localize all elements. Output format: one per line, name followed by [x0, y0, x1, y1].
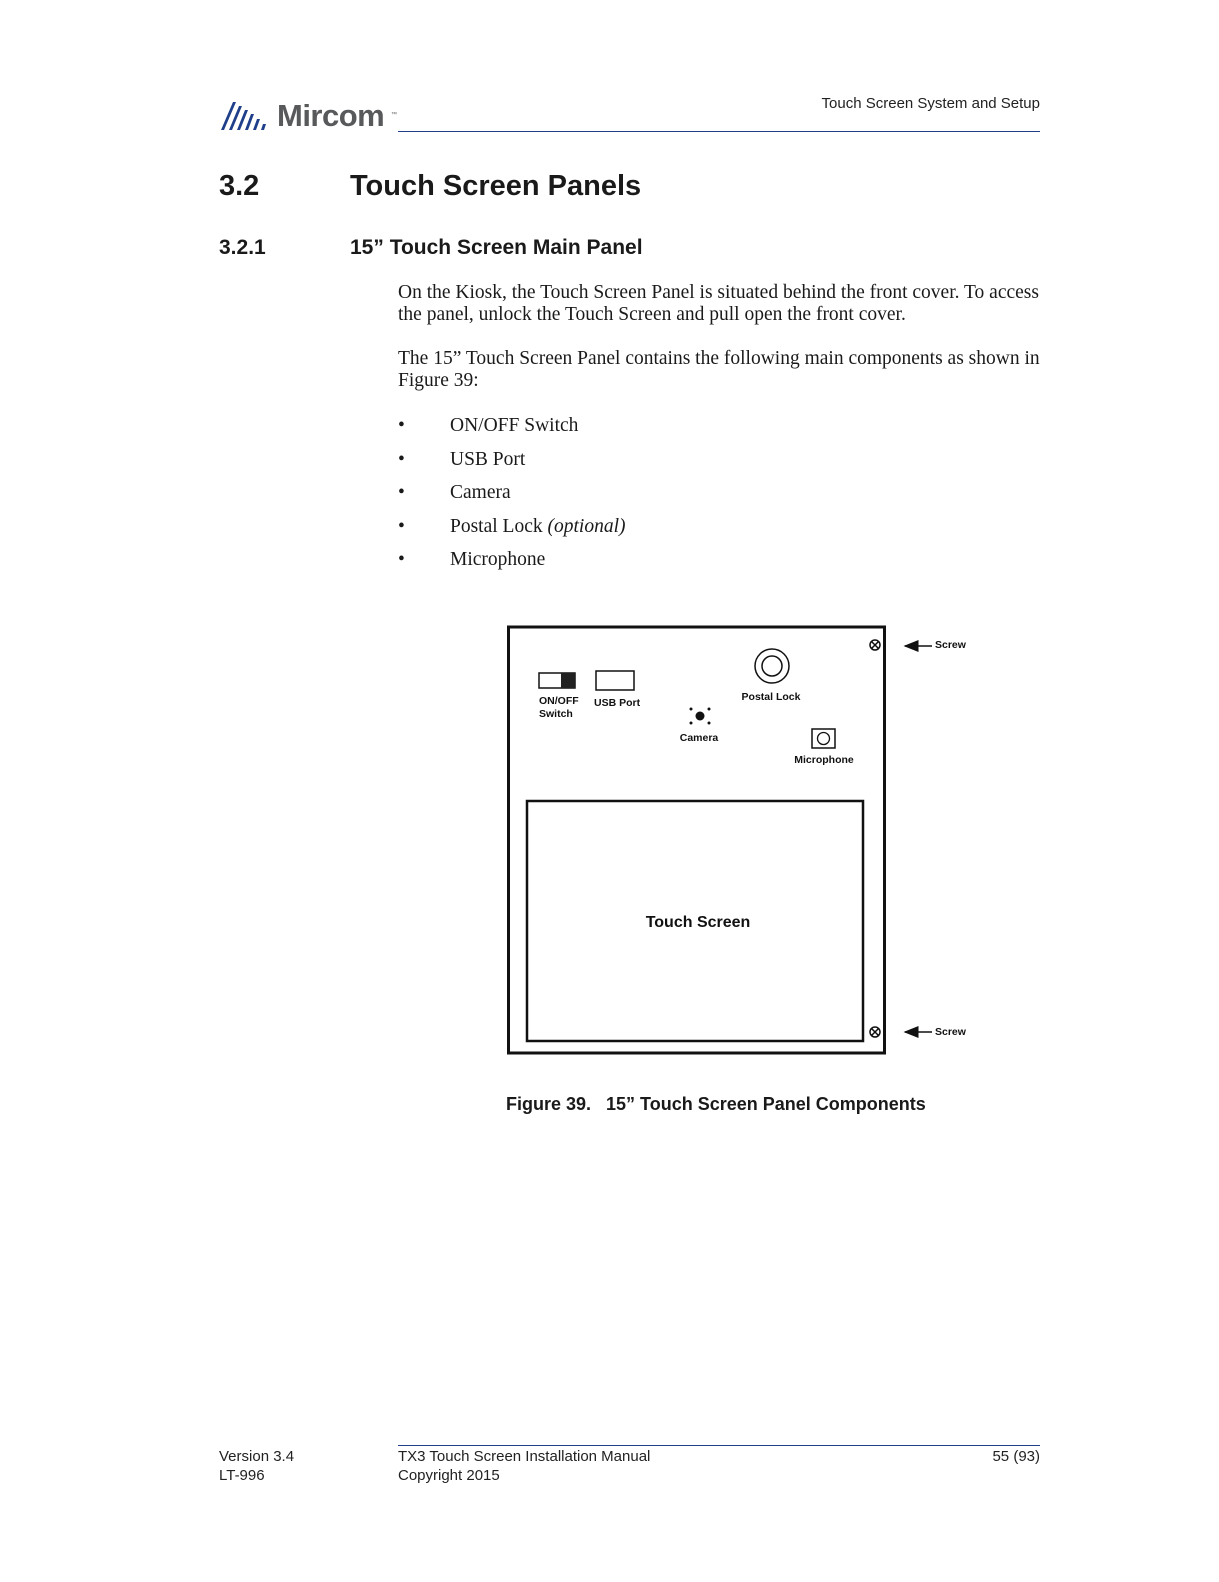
list-item-text: ON/OFF Switch: [450, 415, 579, 436]
footer-doc-id: LT-996: [219, 1467, 265, 1484]
bullet-icon: •: [398, 448, 405, 470]
mircom-logo: [219, 98, 399, 134]
header-rule: [398, 131, 1040, 132]
footer-manual-title: TX3 Touch Screen Installation Manual: [398, 1448, 651, 1465]
running-header-title: Touch Screen System and Setup: [821, 95, 1040, 112]
optional-note: (optional): [547, 515, 626, 537]
screw-top-label: Screw: [935, 639, 966, 651]
postal-lock-icon: [755, 649, 789, 683]
list-item-text: USB Port: [450, 448, 526, 470]
section-number: 3.2: [219, 170, 260, 202]
paragraph-components-intro: The 15” Touch Screen Panel contains the following main components as shown in Figure 39:: [398, 348, 1040, 391]
screw-bottom-label: Screw: [935, 1026, 966, 1038]
screw-bottom-icon: [870, 1027, 880, 1037]
bullet-icon: •: [398, 415, 405, 436]
subsection-title: 15” Touch Screen Main Panel: [350, 236, 643, 259]
list-item-text: Microphone: [450, 549, 546, 571]
switch-label-line2: Switch: [539, 708, 573, 720]
section-title: Touch Screen Panels: [350, 170, 642, 202]
postal-lock-label: Postal Lock: [741, 691, 801, 703]
footer-version: Version 3.4: [219, 1448, 295, 1465]
on-off-switch-icon: [539, 673, 575, 688]
switch-label-line1: ON/OFF: [539, 695, 579, 707]
mircom-logo-mark-icon: [219, 98, 277, 134]
camera-label: Camera: [679, 732, 719, 744]
usb-port-icon: [596, 671, 634, 690]
panel-components-diagram: [500, 620, 980, 1060]
camera-icon: [690, 708, 711, 725]
paragraph-access: On the Kiosk, the Touch Screen Panel is situated behind the front cover. To access the panel, unlock the Touch Screen and pull open the front cover.: [398, 282, 1039, 325]
footer-rule: [398, 1445, 1040, 1446]
bullet-icon: •: [398, 549, 405, 571]
logo-trademark: ™: [391, 112, 397, 118]
footer-page-number: 55 (93): [992, 1448, 1040, 1465]
bullet-icon: •: [398, 515, 405, 537]
touch-screen-label: Touch Screen: [645, 914, 751, 931]
figure-caption: Figure 39. 15” Touch Screen Panel Components: [506, 1094, 926, 1114]
screw-top-icon: [870, 640, 880, 650]
usb-port-label: USB Port: [594, 697, 641, 709]
microphone-label: Microphone: [794, 754, 854, 766]
list-item-text: Camera: [450, 482, 511, 504]
subsection-number: 3.2.1: [219, 236, 266, 259]
bullet-icon: •: [398, 482, 405, 504]
footer-copyright: Copyright 2015: [398, 1467, 500, 1484]
microphone-icon: [812, 729, 835, 748]
list-item-text: Postal Lock (optional): [450, 515, 626, 537]
logo-wordmark: Mircom: [277, 98, 385, 133]
